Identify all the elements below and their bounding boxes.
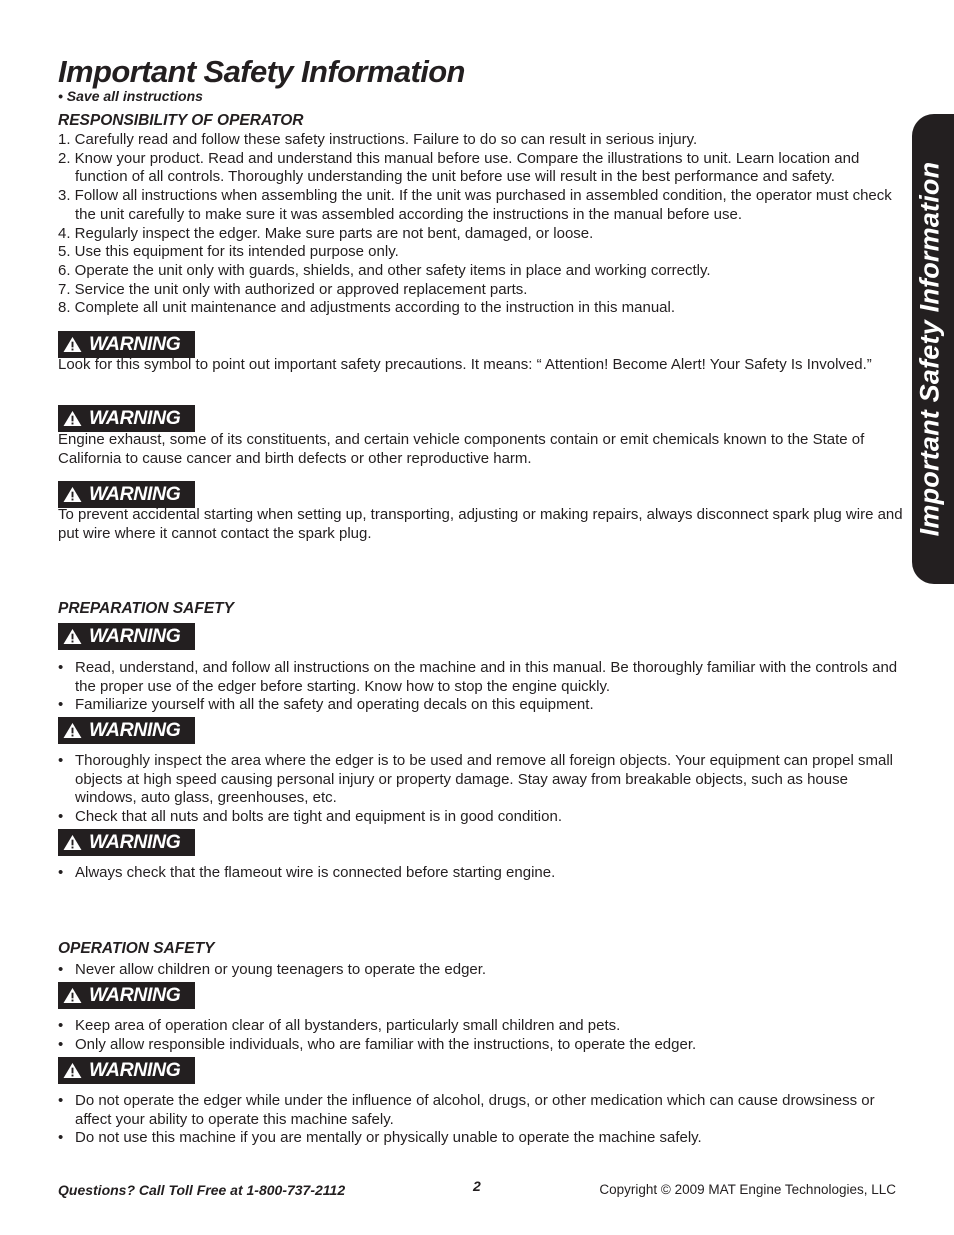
list-item — [58, 961, 898, 980]
warning-triangle-icon — [63, 722, 82, 739]
bullet: • — [58, 696, 64, 714]
warning-badge — [58, 623, 195, 650]
footer-copyright: Copyright © 2009 MAT Engine Technologies, LLC — [599, 1182, 896, 1197]
list-item — [58, 752, 898, 808]
warning-label: WARNING — [89, 625, 181, 647]
warning-triangle-icon — [63, 1062, 82, 1079]
bullet: • — [58, 752, 64, 769]
bullet: • — [58, 659, 64, 676]
operation-intro-list — [58, 961, 898, 980]
preparation-list-2 — [58, 752, 898, 827]
warning-label: WARNING — [89, 407, 181, 429]
list-item — [58, 808, 898, 827]
warning-label: WARNING — [89, 333, 181, 355]
list-item — [58, 696, 898, 715]
list-item-text: Do not operate the edger while under the influence of alcohol, drugs, or other medication which can cause drowsiness or affect your ability to operate this machine safely. — [75, 1092, 875, 1128]
warning-text: Look for this symbol to point out important safety precautions. It means: “ Attention! Become Alert! Your Safety Is Involved.” — [58, 356, 872, 373]
bullet: • — [58, 808, 64, 826]
warning-label: WARNING — [89, 984, 181, 1006]
preparation-list-1 — [58, 659, 898, 715]
warning-badge — [58, 829, 195, 856]
list-item: 5. Use this equipment for its intended purpose only. — [58, 243, 399, 261]
save-instructions-note: • Save all instructions — [58, 88, 203, 104]
bullet: • — [58, 864, 64, 881]
list-item-text: Always check that the flameout wire is connected before starting engine. — [75, 864, 556, 881]
bullet: • — [58, 1092, 64, 1109]
list-item-text: Familiarize yourself with all the safety and operating decals on this equipment. — [75, 696, 594, 714]
warning-triangle-icon — [63, 336, 82, 353]
warning-text: To prevent accidental starting when setting up, transporting, adjusting or making repairs, always disconnect spark plug wire and put wire where it cannot contact the spark plug. — [58, 506, 903, 542]
list-item-text: Do not use this machine if you are mentally or physically unable to operate the machine safely. — [75, 1129, 702, 1147]
warning-badge — [58, 405, 195, 432]
operator-list — [58, 131, 908, 318]
list-item-text: Check that all nuts and bolts are tight and equipment is in good condition. — [75, 808, 562, 826]
warning-label: WARNING — [89, 1059, 181, 1081]
preparation-heading: PREPARATION SAFETY — [58, 600, 234, 617]
warning-badge — [58, 717, 195, 744]
list-item — [58, 659, 898, 696]
warning-triangle-icon — [63, 987, 82, 1004]
page-title: Important Safety Information — [58, 54, 465, 89]
footer-phone: Questions? Call Toll Free at 1-800-737-2112 — [58, 1182, 346, 1198]
list-item-text: Never allow children or young teenagers to operate the edger. — [75, 961, 487, 978]
warning-badge — [58, 481, 195, 508]
warning-triangle-icon — [63, 410, 82, 427]
bullet: • — [58, 961, 64, 978]
warning-triangle-icon — [63, 628, 82, 645]
warning-label: WARNING — [89, 719, 181, 741]
list-item: 1. Carefully read and follow these safety instructions. Failure to do so can result in serious injury. — [58, 131, 698, 148]
list-item: 8. Complete all unit maintenance and adjustments according to the instruction in this manual. — [58, 299, 676, 317]
list-item — [58, 1092, 898, 1129]
operation-list-2 — [58, 1092, 898, 1148]
warning-triangle-icon — [63, 486, 82, 503]
warning-text: Engine exhaust, some of its constituents, and certain vehicle components contain or emit chemicals known to the State of California to cause cancer and birth defects or other reproductive harm. — [58, 431, 865, 467]
list-item-text: Only allow responsible individuals, who are familiar with the instructions, to operate the edger. — [75, 1035, 697, 1053]
list-item — [58, 1036, 898, 1055]
list-item: 6. Operate the unit only with guards, shields, and other safety items in place and working correctly. — [58, 261, 711, 279]
list-item-text: Thoroughly inspect the area where the edger is to be used and remove all foreign objects. Your equipment can propel small objects at high speed causing personal injury or property damage. Stay away from breakable objects, such as house windows, auto glass, greenhouses, etc. — [75, 752, 893, 807]
operation-heading: OPERATION SAFETY — [58, 940, 215, 957]
list-item: 2. Know your product. Read and understand this manual before use. Compare the illustrations to unit. Learn location and function of all controls. Thoroughly understanding the unit before use will result in the best performance and safety. — [58, 149, 860, 186]
bullet: • — [58, 1017, 64, 1034]
warning-badge — [58, 331, 195, 358]
warning-badge — [58, 982, 195, 1009]
page-number: 2 — [473, 1178, 481, 1194]
side-tab-label: Important Safety Information — [914, 161, 945, 537]
warning-badge — [58, 1057, 195, 1084]
bullet: • — [58, 1129, 64, 1147]
list-item — [58, 864, 898, 883]
warning-label: WARNING — [89, 831, 181, 853]
list-item: 7. Service the unit only with authorized or approved replacement parts. — [58, 280, 528, 298]
list-item — [58, 1017, 898, 1036]
list-item — [58, 1129, 898, 1148]
operator-heading: RESPONSIBILITY OF OPERATOR — [58, 112, 304, 129]
list-item: 4. Regularly inspect the edger. Make sure parts are not bent, damaged, or loose. — [58, 224, 594, 242]
warning-label: WARNING — [89, 483, 181, 505]
list-item-text: Keep area of operation clear of all bystanders, particularly small children and pets. — [75, 1017, 621, 1034]
bullet: • — [58, 1035, 64, 1053]
list-item: 3. Follow all instructions when assembling the unit. If the unit was purchased in assembled condition, the operator must check the unit carefully to make sure it was assembled according the instructions in the manual before use. — [58, 187, 892, 223]
operation-list-1 — [58, 1017, 898, 1054]
list-item-text: Read, understand, and follow all instructions on the machine and in this manual. Be thoroughly familiar with the controls and the proper use of the edger before starting. Know how to stop the engine quickly. — [75, 659, 898, 695]
warning-triangle-icon — [63, 834, 82, 851]
preparation-list-3 — [58, 864, 898, 883]
